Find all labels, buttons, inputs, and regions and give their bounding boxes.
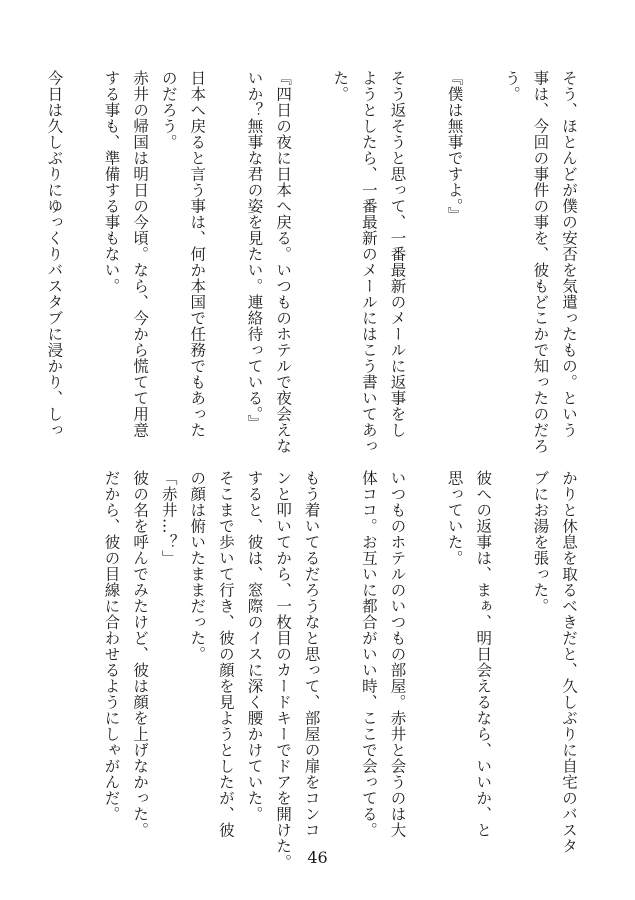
text-line: 『四日の夜に日本へ戻る。いつものホテルで夜会えな: [274, 70, 293, 454]
text-line: う。: [502, 70, 521, 102]
paragraph-gap: [411, 70, 440, 442]
text-line: 日本へ戻ると言う事は、何か本国で任務でもあった: [188, 70, 207, 438]
text-line: 彼への返事は、まぁ、明日会えるなら、いいか、と: [474, 470, 493, 838]
text-line: もう着いてるだろうなと思って、部屋の扉をコンコ: [302, 470, 321, 838]
page-number: 46: [307, 848, 328, 867]
text-line: 「赤井…？」: [159, 470, 178, 566]
text-line: いつものホテルのいつもの部屋。赤井と会うのは大: [388, 470, 407, 838]
text-line: すると、彼は、窓際のイスに深く腰かけていた。: [245, 470, 264, 822]
text-line: そこまで歩いて行き、彼の顔を見ようとしたが、彼: [216, 470, 235, 838]
paragraph-gap: [211, 70, 240, 442]
paragraph-gap: [411, 470, 440, 842]
paragraph-gap: [326, 470, 355, 842]
text-line: ようとしたら、一番最新のメールにはこう書いてあっ: [359, 70, 378, 454]
text-line: 彼の名を呼んでみたけど、彼は顔を上げなかった。: [131, 470, 150, 838]
text-line: する事も、準備する事もない。: [102, 70, 121, 294]
text-line: 赤井の帰国は明日の今頃。なら、今から慌てて用意: [131, 70, 150, 438]
paragraph-gap: [497, 470, 526, 842]
text-line: だから、彼の目線に合わせるようにしゃがんだ。: [102, 470, 121, 822]
text-line: 事は、今回の事件の事を、彼もどこかで知ったのだろ: [531, 70, 550, 454]
text-line: た。: [331, 70, 350, 102]
paragraph-gap: [297, 70, 326, 442]
text-line: の顔は俯いたままだった。: [188, 470, 207, 662]
text-line: 『僕は無事ですよ。』: [445, 70, 464, 223]
text-line: いか？無事な君の姿を見たい。連絡待っている。』: [245, 70, 264, 431]
text-line: ンと叩いてから、一枚目のカードキーでドアを開けた。: [274, 470, 293, 870]
paragraph-gap: [469, 70, 498, 442]
text-line: そう返そうと思って、一番最新のメールに返事をし: [388, 70, 407, 438]
text-line: 体ココ。お互いに都合がいい時、ここで会ってる。: [359, 470, 378, 838]
text-line: 今日は久しぶりにゆっくりバスタブに浸かり、しっ: [45, 70, 64, 438]
text-line: かりと休息を取るべきだと、久しぶりに自宅のバスタ: [560, 470, 578, 854]
text-line: ブにお湯を張った。: [531, 470, 550, 614]
paragraph-gap: [68, 70, 97, 442]
text-line: のだろう。: [159, 70, 178, 150]
top-text-block: [40, 70, 583, 454]
text-line: そう、ほとんどが僕の安否を気遣ったもの。という: [560, 70, 578, 438]
text-line: 思っていた。: [445, 470, 464, 566]
